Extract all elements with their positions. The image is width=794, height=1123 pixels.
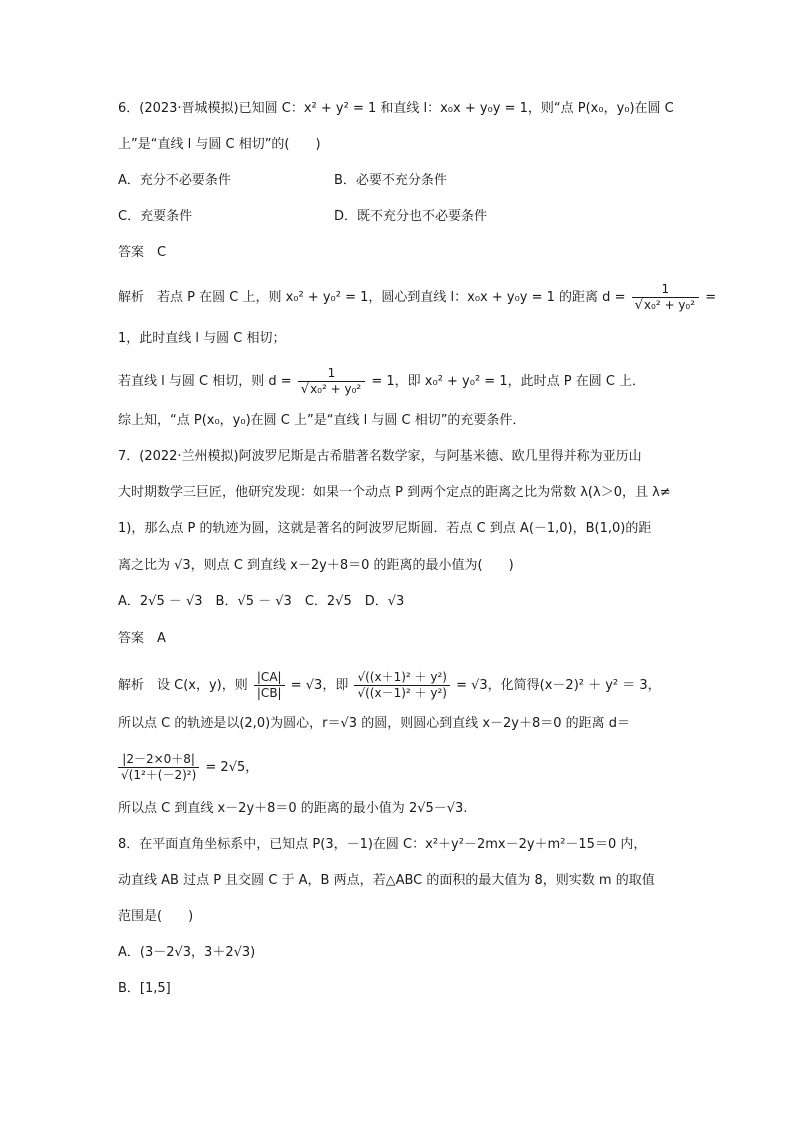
q6-solution-line1 xyxy=(118,282,716,313)
fraction-denominator: |CB| xyxy=(256,686,282,700)
q6-answer: 答案 C xyxy=(118,245,167,260)
q6-solution-text: = 1，即 x₀² + y₀² = 1，此时点 P 在圆 C 上． xyxy=(371,374,646,389)
q8-stem-line2: 动直线 AB 过点 P 且交圆 C 于 A，B 两点，若△ABC 的面积的最大值为 8，则实数 m 的取值 xyxy=(118,873,655,888)
q7-solution-line3 xyxy=(118,752,258,783)
q8-stem-line1: 8．在平面直角坐标系中，已知点 P(3，－1)在圆 C：x²＋y²－2mx－2y＋m²－15＝0 内， xyxy=(118,837,647,852)
fraction-denominator: √x₀² + y₀² xyxy=(634,298,696,313)
q8-option-b: B．[1,5] xyxy=(118,981,171,996)
q7-solution-line2: 所以点 C 的轨迹是以(2,0)为圆心，r＝√3 的圆，则圆心到直线 x－2y＋8＝0 的距离 d＝ xyxy=(118,716,631,731)
q7-stem-line1: 7．(2022·兰州模拟)阿波罗尼斯是古希腊著名数学家，与阿基米德、欧几里得并称为亚历山 xyxy=(118,449,642,464)
q6-solution-text: 解析 若点 P 在圆 C 上，则 x₀² + y₀² = 1，圆心到直线 l：x₀x + y₀y = 1 的距离 d = xyxy=(118,290,626,305)
q8-stem-line3: 范围是( ) xyxy=(118,909,194,924)
q7-ratio-fraction xyxy=(254,670,285,701)
q7-solution-line1 xyxy=(118,670,661,701)
q6-distance-fraction-2 xyxy=(298,366,365,397)
q7-options: A．2√5 － √3 B．√5 － √3 C．2√5 D．√3 xyxy=(118,594,405,609)
fraction-denominator: √(1²＋(－2)²) xyxy=(121,768,197,782)
fraction-numerator: √((x＋1)² ＋ y²) xyxy=(354,670,449,686)
fraction-numerator: |2－2×0＋8| xyxy=(118,752,199,768)
fraction-denominator: √x₀² + y₀² xyxy=(300,382,362,397)
q6-distance-fraction xyxy=(632,282,699,313)
q7-solution-text: = √3，即 xyxy=(290,678,349,693)
q6-option-b: B．必要不充分条件 xyxy=(334,173,447,188)
q7-stem-line3: 1)，那么点 P 的轨迹为圆，这就是著名的阿波罗尼斯圆．若点 C 到点 A(－1,0)，B(1,0)的距 xyxy=(118,521,652,536)
q7-stem-line2: 大时期数学三巨匠，他研究发现：如果一个动点 P 到两个定点的距离之比为常数 λ(λ＞0，且 λ≠ xyxy=(118,485,671,500)
fraction-numerator: |CA| xyxy=(254,670,285,686)
q6-option-c: C．充要条件 xyxy=(118,209,193,224)
q7-answer: 答案 A xyxy=(118,631,166,646)
q6-stem-line2: 上”是“直线 l 与圆 C 相切”的( ) xyxy=(118,137,321,152)
q7-distance-fraction xyxy=(118,752,199,783)
q7-solution-text: 解析 设 C(x，y)，则 xyxy=(118,678,248,693)
q7-solution-line4: 所以点 C 到直线 x－2y＋8＝0 的距离的最小值为 2√5－√3. xyxy=(118,801,468,816)
q7-solution-text: = 2√5， xyxy=(205,760,259,775)
q6-solution-equals: = xyxy=(705,290,717,305)
q6-stem-line1: 6．(2023·晋城模拟)已知圆 C：x² + y² = 1 和直线 l：x₀x + y₀y = 1，则“点 P(x₀，y₀)在圆 C xyxy=(118,101,674,116)
q6-solution-line2: 1，此时直线 l 与圆 C 相切； xyxy=(118,331,286,346)
fraction-numerator: 1 xyxy=(632,282,699,298)
q6-solution-text: 若直线 l 与圆 C 相切，则 d = xyxy=(118,374,292,389)
q6-solution-line3 xyxy=(118,366,645,397)
q7-stem-line4: 离之比为 √3，则点 C 到直线 x－2y＋8＝0 的距离的最小值为( ) xyxy=(118,558,514,573)
q6-option-a: A．充分不必要条件 xyxy=(118,173,231,188)
q6-solution-line4: 综上知，“点 P(x₀，y₀)在圆 C 上”是“直线 l 与圆 C 相切”的充要条件． xyxy=(118,413,526,428)
q7-solution-text: = √3，化简得(x－2)² ＋ y² ＝ 3， xyxy=(456,678,661,693)
q8-option-a: A．(3－2√3，3＋2√3) xyxy=(118,945,256,960)
q7-distance-ratio-fraction xyxy=(354,670,449,701)
q6-option-d: D．既不充分也不必要条件 xyxy=(334,209,488,224)
fraction-denominator: √((x－1)² ＋ y²) xyxy=(357,686,447,700)
fraction-numerator: 1 xyxy=(298,366,365,382)
